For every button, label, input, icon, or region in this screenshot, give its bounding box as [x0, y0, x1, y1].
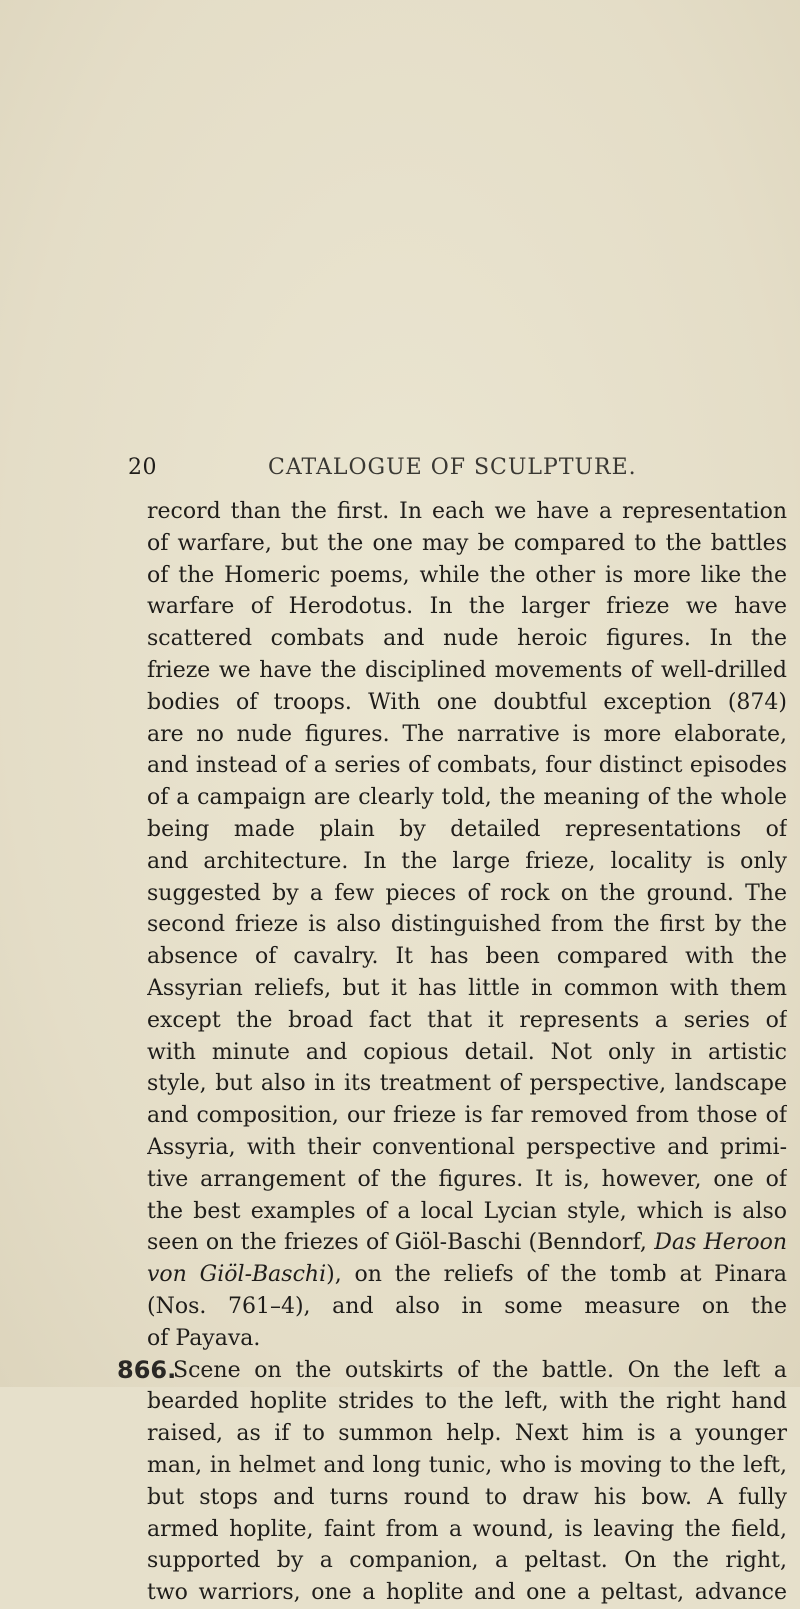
book-title-italic-cont: von Giöl-Baschi: [147, 1262, 327, 1288]
text-line: and composition, our frieze is far removed from those of: [147, 1103, 787, 1129]
text-line: are no nude figures. The narrative is more elaborate,: [147, 721, 787, 747]
entry-line: Scene on the outskirts of the battle. On the left a: [173, 1357, 787, 1383]
running-head: [0, 455, 800, 485]
page-number: 20: [128, 455, 157, 480]
catalogue-entry: [117, 1355, 787, 1609]
text-line: of Payava.: [147, 1325, 261, 1351]
entry-line: man, in helmet and long tunic, who is moving to the left,: [147, 1452, 787, 1478]
entry-line: two warriors, one a hoplite and one a peltast, advance: [147, 1580, 787, 1606]
text-line-with-title: [147, 1227, 787, 1259]
text-line: style, but also in its treatment of perspective, landscape: [147, 1071, 787, 1097]
text-line: second frieze is also distinguished from the first by the: [147, 912, 787, 938]
entry-number: 866.: [117, 1355, 177, 1384]
entry-line: raised, as if to summon help. Next him is a younger: [147, 1421, 787, 1447]
book-title-italic: Das Heroon: [654, 1230, 787, 1256]
text-line: [147, 1259, 787, 1291]
text-line: of the Homeric poems, while the other is more like the: [147, 562, 787, 588]
text-line: and architecture. In the large frieze, locality is only: [147, 848, 787, 874]
text-line-rest: ), on the reliefs of the tomb at Pinara: [326, 1262, 787, 1288]
text-line: Assyrian reliefs, but it has little in common with them: [147, 975, 787, 1001]
text-line: and instead of a series of combats, four distinct episodes: [147, 753, 787, 779]
text-line: bodies of troops. With one doubtful exception (874): [147, 689, 787, 715]
text-line: except the broad fact that it represents a series of: [147, 1007, 787, 1033]
text-line: (Nos. 761–4), and also in some measure on the: [147, 1293, 787, 1319]
text-line: with minute and copious detail. Not only in artistic: [147, 1039, 787, 1065]
text-line: record than the first. In each we have a representation: [147, 499, 787, 524]
text-line: absence of cavalry. It has been compared with the: [147, 944, 787, 970]
text-line: Assyria, with their conventional perspective and primi-: [147, 1134, 787, 1160]
text-line: tive arrangement of the figures. It is, however, one of: [147, 1166, 787, 1192]
text-line: warfare of Herodotus. In the larger frieze we have: [147, 594, 787, 620]
text-line: of a campaign are clearly told, the meaning of the whole: [147, 785, 787, 811]
text-line: of warfare, but the one may be compared to the battles: [147, 530, 787, 556]
text-line: being made plain by detailed representations of: [147, 816, 787, 842]
body-text: [117, 496, 787, 1609]
text-line: scattered combats and nude heroic figures. In the: [147, 626, 787, 652]
text-line-start: seen on the friezes of Giöl-Baschi (Benndorf,: [147, 1230, 647, 1256]
entry-line: armed hoplite, faint from a wound, is leaving the field,: [147, 1516, 787, 1542]
running-title: CATALOGUE OF SCULPTURE.: [268, 455, 637, 480]
entry-line: bearded hoplite strides to the left, with the right hand: [147, 1389, 787, 1415]
entry-line: supported by a companion, a peltast. On the right,: [147, 1548, 787, 1574]
text-line: suggested by a few pieces of rock on the ground. The: [147, 880, 787, 906]
text-line: frieze we have the disciplined movements of well-drilled: [147, 657, 787, 683]
text-line: the best examples of a local Lycian style, which is also: [147, 1198, 787, 1224]
entry-line: but stops and turns round to draw his bow. A fully: [147, 1484, 787, 1510]
